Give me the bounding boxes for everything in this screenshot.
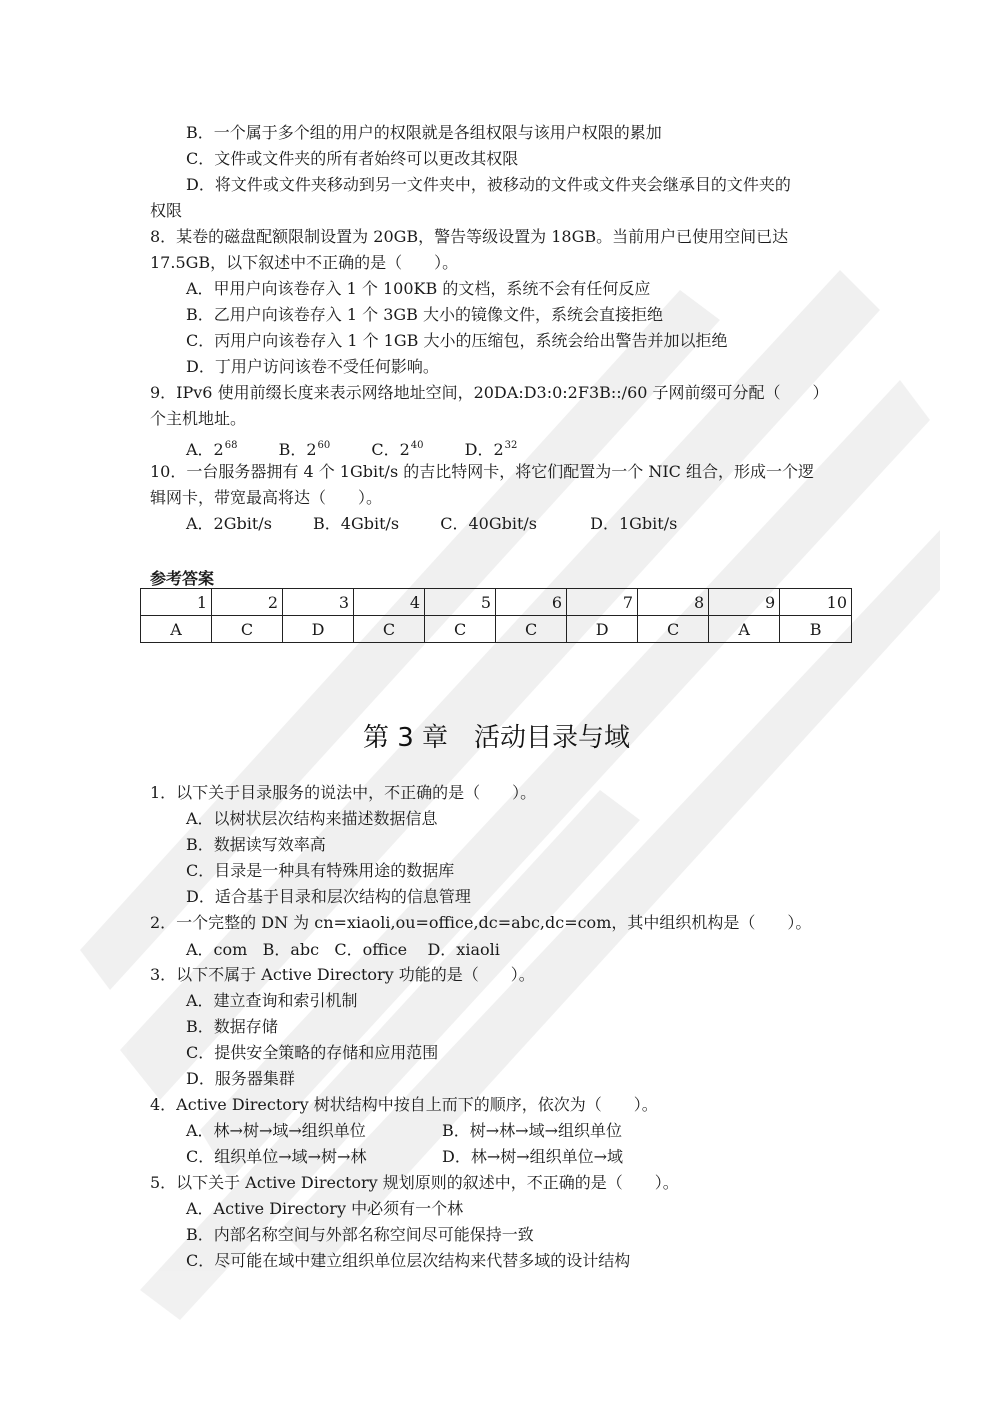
ch3-q4-stem: 4．Active Directory 树状结构中按自上而下的顺序，依次为（ ）。 bbox=[150, 1095, 658, 1114]
q10-option-c: C．40Gbit/s bbox=[440, 514, 538, 533]
ch3-q3-stem: 3．以下不属于 Active Directory 功能的是（ ）。 bbox=[150, 965, 535, 984]
q10-options bbox=[186, 514, 677, 534]
q9-options bbox=[186, 436, 517, 460]
q10-option-b: B．4Gbit/s bbox=[313, 514, 400, 533]
answer-value-cell: C bbox=[638, 616, 709, 643]
q8-stem-cont: 17.5GB，以下叙述中不正确的是（ ）。 bbox=[150, 253, 459, 272]
q9-option-d: D．$2^{32}$ bbox=[464, 440, 518, 459]
answer-number-cell: 8 bbox=[638, 589, 709, 616]
q8-stem: 8．某卷的磁盘配额限制设置为 20GB，警告等级设置为 18GB。当前用户已使用空间已达 bbox=[150, 227, 789, 246]
q7-option-d-cont: 权限 bbox=[150, 201, 183, 220]
answer-value-cell: D bbox=[283, 616, 354, 643]
q8-option-d: D．丁用户访问该卷不受任何影响。 bbox=[186, 357, 439, 376]
chapter-title: 第 3 章 活动目录与域 bbox=[362, 723, 631, 753]
q9-option-b: B．$2^{60}$ bbox=[278, 440, 331, 459]
answer-number-cell: 3 bbox=[283, 589, 354, 616]
answer-number-cell: 5 bbox=[425, 589, 496, 616]
answer-value-cell: C bbox=[496, 616, 567, 643]
answer-value-cell: C bbox=[212, 616, 283, 643]
ch3-q3-option-d: D．服务器集群 bbox=[186, 1069, 295, 1088]
q9-option-a: A．$2^{68}$ bbox=[186, 440, 238, 459]
q9-stem-cont: 个主机地址。 bbox=[150, 409, 247, 428]
ch3-q3-option-c: C．提供安全策略的存储和应用范围 bbox=[186, 1043, 439, 1062]
ch3-q2-stem: 2．一个完整的 DN 为 cn=xiaoli,ou=office,dc=abc,dc=com，其中组织机构是（ ）。 bbox=[150, 913, 812, 932]
answer-value-row bbox=[141, 616, 852, 643]
q10-stem-cont: 辑网卡，带宽最高将达（ ）。 bbox=[150, 488, 383, 507]
q10-stem: 10．一台服务器拥有 4 个 1Gbit/s 的吉比特网卡，将它们配置为一个 NIC 组合，形成一个逻 bbox=[150, 462, 814, 481]
ch3-q3-option-b: B．数据存储 bbox=[186, 1017, 278, 1036]
answer-number-cell: 4 bbox=[354, 589, 425, 616]
answer-value-cell: A bbox=[141, 616, 212, 643]
answer-number-cell: 1 bbox=[141, 589, 212, 616]
ch3-q5-option-a: A．Active Directory 中必须有一个林 bbox=[186, 1199, 464, 1218]
answer-key-table bbox=[140, 588, 852, 643]
answer-value-cell: C bbox=[425, 616, 496, 643]
ch3-q5-stem: 5．以下关于 Active Directory 规划原则的叙述中，不正确的是（ ）。 bbox=[150, 1173, 679, 1192]
ch3-q1-option-c: C．目录是一种具有特殊用途的数据库 bbox=[186, 861, 455, 880]
answer-number-cell: 10 bbox=[780, 589, 852, 616]
q7-option-b: B．一个属于多个组的用户的权限就是各组权限与该用户权限的累加 bbox=[186, 123, 662, 142]
ch3-q1-option-b: B．数据读写效率高 bbox=[186, 835, 326, 854]
answer-number-cell: 2 bbox=[212, 589, 283, 616]
answer-value-cell: C bbox=[354, 616, 425, 643]
q8-option-a: A．甲用户向该卷存入 1 个 100KB 的文档，系统不会有任何反应 bbox=[186, 279, 651, 298]
q8-option-c: C．丙用户向该卷存入 1 个 1GB 大小的压缩包，系统会给出警告并加以拒绝 bbox=[186, 331, 728, 350]
answer-value-cell: D bbox=[567, 616, 638, 643]
answer-value-cell: B bbox=[780, 616, 852, 643]
ch3-q5-option-c: C．尽可能在域中建立组织单位层次结构来代替多域的设计结构 bbox=[186, 1251, 631, 1270]
answer-number-cell: 7 bbox=[567, 589, 638, 616]
q9-stem: 9．IPv6 使用前缀长度来表示网络地址空间，20DA:D3:0:2F3B::/60 子网前缀可分配（ ） bbox=[150, 383, 829, 402]
q7-option-d: D．将文件或文件夹移动到另一文件夹中，被移动的文件或文件夹会继承目的文件夹的 bbox=[186, 175, 791, 194]
q9-option-c: C．$2^{40}$ bbox=[371, 440, 424, 459]
answer-number-cell: 6 bbox=[496, 589, 567, 616]
ch3-q4-option-d: D．林→树→组织单位→域 bbox=[442, 1147, 624, 1166]
ch3-q2-options: A．com B．abc C．office D．xiaoli bbox=[186, 940, 500, 959]
answer-key-title: 参考答案 bbox=[150, 569, 215, 588]
ch3-q4-option-b: B．树→林→域→组织单位 bbox=[442, 1121, 622, 1140]
ch3-q1-option-a: A．以树状层次结构来描述数据信息 bbox=[186, 809, 438, 828]
ch3-q3-option-a: A．建立查询和索引机制 bbox=[186, 991, 358, 1010]
ch3-q4-option-c: C．组织单位→域→树→林 bbox=[186, 1147, 367, 1166]
q10-option-d: D．1Gbit/s bbox=[590, 514, 678, 533]
ch3-q5-option-b: B．内部名称空间与外部名称空间尽可能保持一致 bbox=[186, 1225, 534, 1244]
q7-option-c: C．文件或文件夹的所有者始终可以更改其权限 bbox=[186, 149, 519, 168]
answer-number-row bbox=[141, 589, 852, 616]
ch3-q1-stem: 1．以下关于目录服务的说法中，不正确的是（ ）。 bbox=[150, 783, 537, 802]
answer-value-cell: A bbox=[709, 616, 780, 643]
q8-option-b: B．乙用户向该卷存入 1 个 3GB 大小的镜像文件，系统会直接拒绝 bbox=[186, 305, 664, 324]
q10-option-a: A．2Gbit/s bbox=[186, 514, 272, 533]
ch3-q4-option-a: A．林→树→域→组织单位 bbox=[186, 1121, 366, 1140]
ch3-q1-option-d: D．适合基于目录和层次结构的信息管理 bbox=[186, 887, 471, 906]
answer-number-cell: 9 bbox=[709, 589, 780, 616]
